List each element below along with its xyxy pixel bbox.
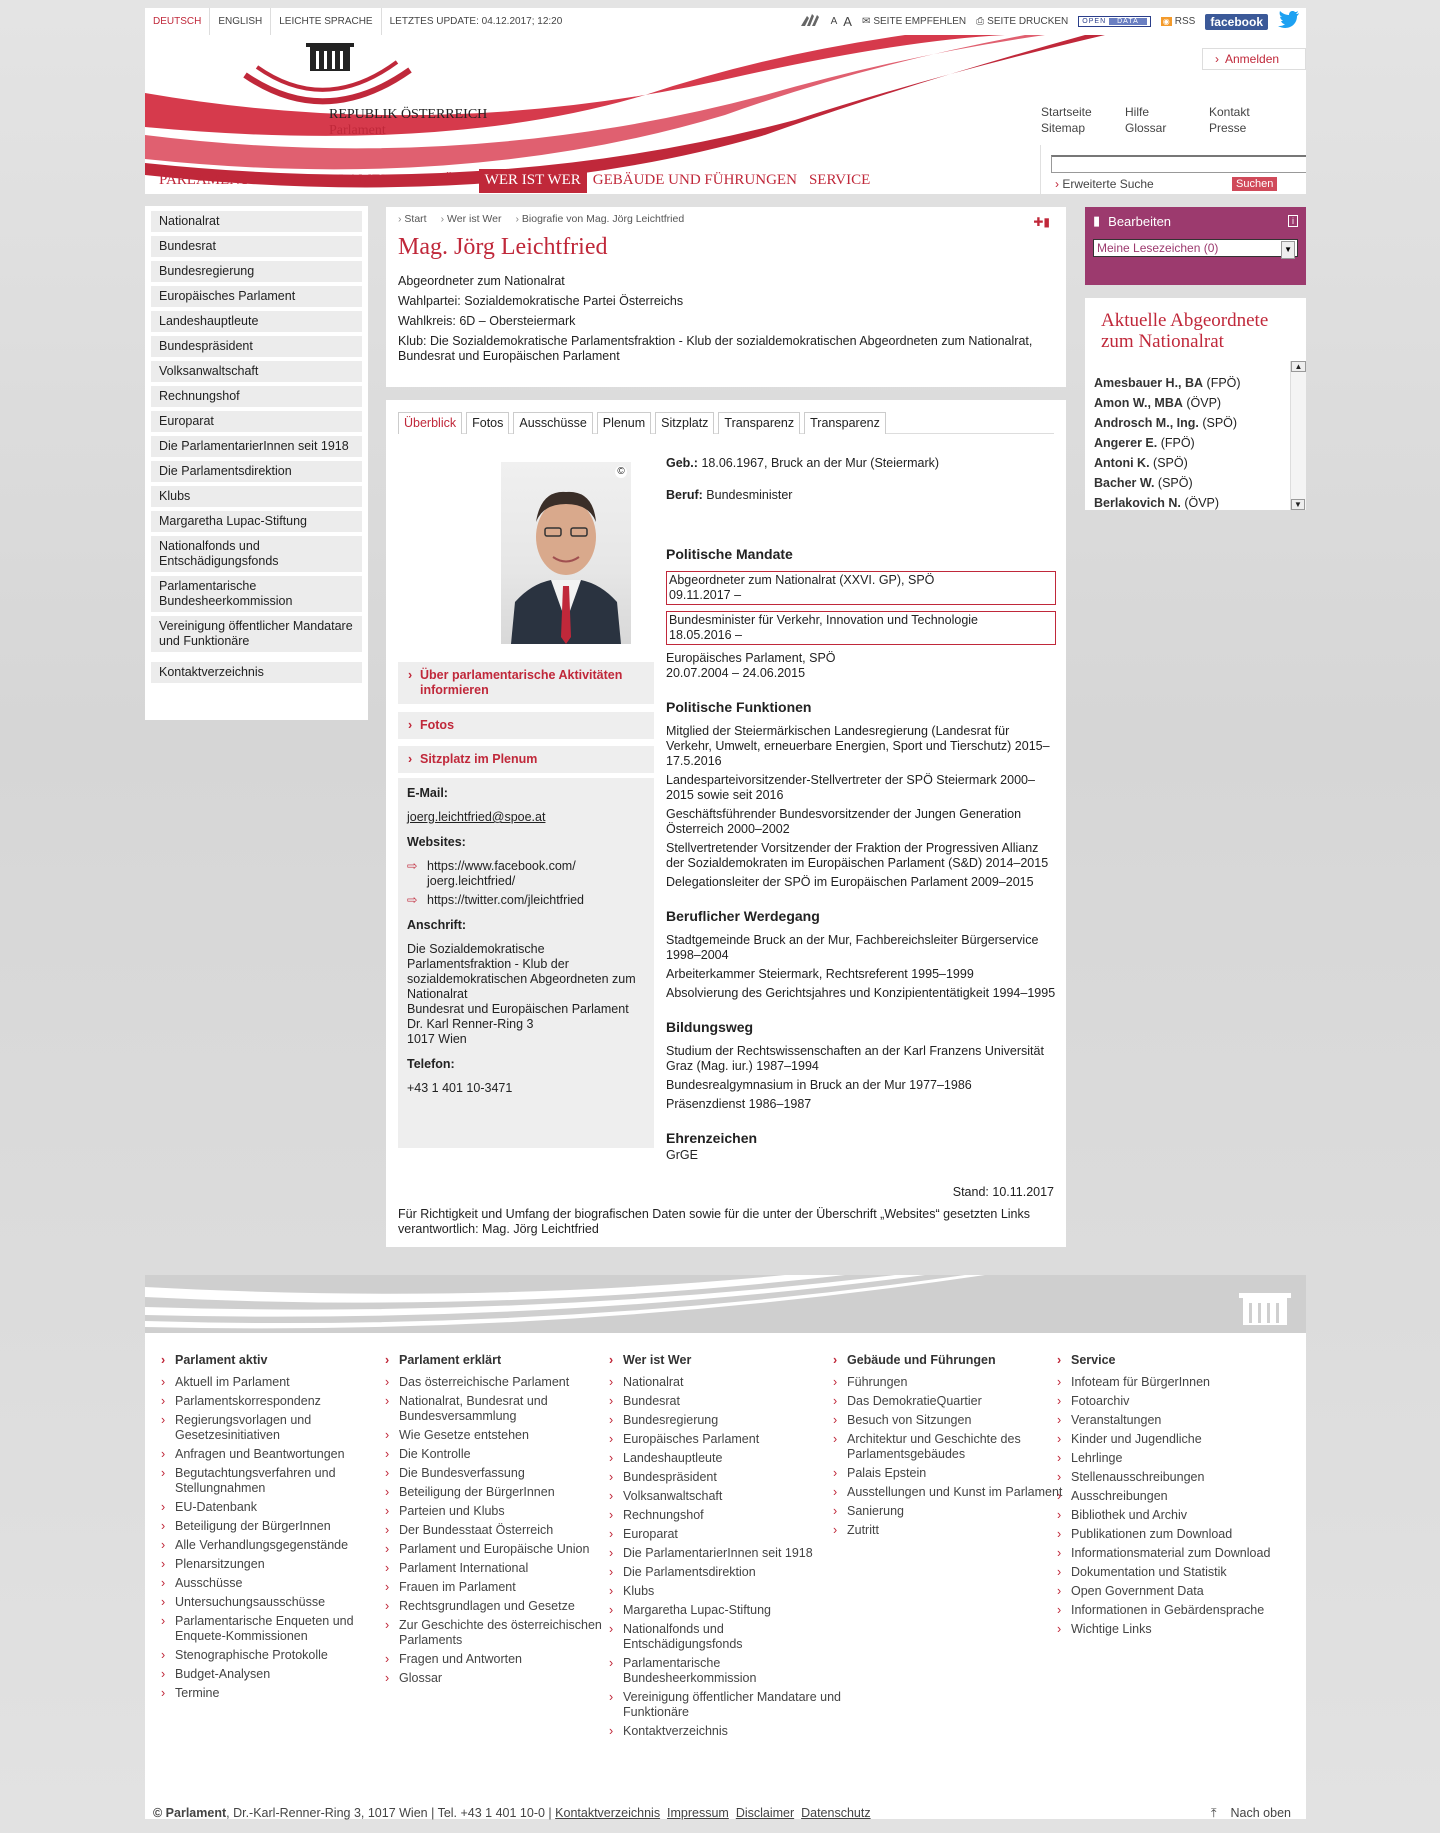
tab-ausschuesse[interactable]: Ausschüsse (513, 412, 592, 434)
members-scrollbar[interactable] (1290, 361, 1306, 510)
edit-title: Bearbeiten (1108, 213, 1172, 229)
footer-link[interactable]: › Kinder und Jugendliche (1069, 1432, 1293, 1447)
education-item: Bundesrealgymnasium in Bruck an der Mur 1977–1986 (666, 1078, 972, 1092)
honors-heading: Ehrenzeichen (666, 1130, 758, 1146)
footer-link[interactable]: › Fragen und Antworten (397, 1652, 621, 1667)
footer-link[interactable]: › Ausschreibungen (1069, 1489, 1293, 1504)
nav-wer-ist-wer[interactable]: WER IST WER (479, 169, 587, 193)
footer-link[interactable]: › Ausschüsse (173, 1576, 397, 1591)
tab-transparenz[interactable]: Transparenz (718, 412, 800, 434)
footer-link[interactable]: › Stellenausschreibungen (1069, 1470, 1293, 1485)
footer-link[interactable]: › Rechtsgrundlagen und Gesetze (397, 1599, 621, 1614)
leftnav-item[interactable]: Europarat (151, 411, 362, 432)
footer-address: , Dr.-Karl-Renner-Ring 3, 1017 Wien | Tel. +43 1 401 10-0 | (226, 1806, 552, 1820)
footer-link[interactable]: › Sanierung (845, 1504, 1069, 1519)
activities-link[interactable]: › Über parlamentarische Aktivitäten informieren (398, 662, 654, 704)
member-item[interactable]: Angerer E. (FPÖ) (1094, 436, 1195, 450)
tab-sitzplatz[interactable]: Sitzplatz (655, 412, 714, 434)
footer-link[interactable]: › Die ParlamentarierInnen seit 1918 (621, 1546, 845, 1561)
footer-link[interactable]: › Führungen (845, 1375, 1069, 1390)
person-district: Wahlkreis: 6D – Obersteiermark (398, 314, 576, 328)
leftnav-item[interactable]: Kontaktverzeichnis (151, 662, 362, 683)
seat-plenum-link[interactable]: › Sitzplatz im Plenum (398, 746, 654, 773)
leftnav-item[interactable]: Die Parlamentsdirektion (151, 461, 362, 482)
leftnav-item[interactable]: Nationalrat (151, 211, 362, 232)
websites-label: Websites: (407, 835, 466, 849)
address-line: Dr. Karl Renner-Ring 3 (407, 1017, 534, 1031)
footer-link[interactable]: › Nationalrat, Bundesrat und Bundesversammlung (397, 1394, 621, 1424)
search-input[interactable] (1051, 155, 1306, 173)
footer-column (397, 1353, 621, 1743)
sitemap-link[interactable]: Sitemap (1041, 121, 1086, 135)
footer-link[interactable]: › Margaretha Lupac-Stiftung (621, 1603, 845, 1618)
footer-link[interactable]: › Die Kontrolle (397, 1447, 621, 1462)
footer-link[interactable]: › Parteien und Klubs (397, 1504, 621, 1519)
member-item[interactable]: Berlakovich N. (ÖVP) (1094, 496, 1220, 510)
footer-datenschutz[interactable]: Datenschutz (801, 1806, 871, 1820)
current-members-panel (1085, 298, 1306, 510)
career-item: Arbeiterkammer Steiermark, Rechtsreferent 1995–1999 (666, 967, 974, 981)
recommend-link[interactable]: ✉ SEITE EMPFEHLEN (861, 16, 967, 27)
last-update: LETZTES UPDATE: 04.12.2017; 12:20 (389, 16, 563, 27)
person-club: Klub: Die Sozialdemokratische Parlamentsfraktion - Klub der sozialdemokratischen Abgeordneten zum Nationalrat, Bundesrat und Europäischen Parlament (398, 334, 1033, 363)
footer-link[interactable]: › Stenographische Protokolle (173, 1648, 397, 1663)
scroll-down-icon[interactable]: ▼ (1291, 499, 1305, 510)
mail-icon: ✉ (861, 16, 871, 27)
footer-link[interactable]: › Besuch von Sitzungen (845, 1413, 1069, 1428)
login-button[interactable]: › Anmelden (1202, 48, 1306, 70)
footer-link[interactable]: › Untersuchungsausschüsse (173, 1595, 397, 1610)
footer-link[interactable]: › Dokumentation und Statistik (1069, 1565, 1293, 1580)
nav-parlament-erklaert[interactable]: PARLAMENT ERKLÄRT (310, 172, 473, 188)
print-link[interactable]: ⎙ SEITE DRUCKEN (976, 16, 1069, 27)
top-bar (145, 8, 1306, 35)
footer-disclaimer[interactable]: Disclaimer (735, 1806, 795, 1820)
footer-column (173, 1353, 397, 1743)
footer-link[interactable]: › Vereinigung öffentlicher Mandatare und Funktionäre (621, 1690, 845, 1720)
leftnav-item[interactable]: Bundesregierung (151, 261, 362, 282)
rss-icon: ◉ (1162, 17, 1170, 26)
bookmark-icon: ▮ (1093, 213, 1101, 228)
footer-link[interactable]: › Parlamentarische Bundesheerkommission (621, 1656, 845, 1686)
person-header-card (386, 207, 1066, 387)
website-link-twitter[interactable]: ⇨ https://twitter.com/jleichtfried (407, 893, 645, 908)
tab-fotos[interactable]: Fotos (466, 412, 509, 434)
lang-english[interactable]: ENGLISH (210, 8, 271, 35)
function-item: Stellvertretender Vorsitzender der Fraktion der Progressiven Allianz der Sozialdemokraten im Europäischen Parlament (S&D) 2014–2015 (666, 841, 1049, 870)
footer-link[interactable]: › Lehrlinge (1069, 1451, 1293, 1466)
rss-link[interactable]: ◉ RSS (1162, 16, 1196, 27)
member-item[interactable]: Amesbauer H., BA (FPÖ) (1094, 376, 1241, 390)
phone-label: Telefon: (407, 1057, 455, 1071)
career-heading: Beruflicher Werdegang (666, 908, 820, 924)
footer-link[interactable]: › Landeshauptleute (621, 1451, 845, 1466)
footer-link[interactable]: › Glossar (397, 1671, 621, 1686)
footer-link[interactable]: › Budget-Analysen (173, 1667, 397, 1682)
address-line: 1017 Wien (407, 1032, 467, 1046)
presse-link[interactable]: Presse (1209, 121, 1247, 135)
person-party: Wahlpartei: Sozialdemokratische Partei Österreichs (398, 294, 684, 308)
lang-deutsch[interactable]: DEUTSCH (145, 8, 210, 35)
member-item[interactable]: Androsch M., Ing. (SPÖ) (1094, 416, 1238, 430)
footer-link[interactable]: › Das DemokratieQuartier (845, 1394, 1069, 1409)
site-footer (145, 1275, 1306, 1819)
education-item: Studium der Rechtswissenschaften an der Karl Franzens Universität Graz (Mag. iur.) 1987–1994 (666, 1044, 1044, 1073)
site-logo[interactable]: REPUBLIK ÖSTERREICH Parlament (329, 107, 488, 138)
edit-panel (1085, 207, 1306, 285)
breadcrumb-start[interactable]: › Start (398, 213, 427, 225)
footer-link[interactable]: › Zutritt (845, 1523, 1069, 1538)
footer-link[interactable]: › Regierungsvorlagen und Gesetzesinitiativen (173, 1413, 397, 1443)
footer-link[interactable]: › Palais Epstein (845, 1466, 1069, 1481)
info-icon[interactable]: i (1288, 215, 1298, 227)
person-role: Abgeordneter zum Nationalrat (398, 274, 565, 288)
printer-icon: ⎙ (976, 16, 985, 27)
footer-link[interactable]: › Parlament und Europäische Union (397, 1542, 621, 1557)
job-value: Bundesminister (706, 488, 793, 502)
footer-link[interactable]: › Informationen in Gebärdensprache (1069, 1603, 1293, 1618)
contact-box (398, 778, 654, 1148)
footer-impressum[interactable]: Impressum (667, 1806, 729, 1820)
footer-column-heading[interactable]: › Service (1069, 1353, 1293, 1368)
footer-copyright: © Parlament (153, 1806, 227, 1820)
bookmarks-select[interactable]: Meine Lesezeichen (0) ▼ (1093, 239, 1298, 257)
footer-link[interactable]: › Parlamentskorrespondenz (173, 1394, 397, 1409)
leftnav-item[interactable]: Klubs (151, 486, 362, 507)
mandate-item: Abgeordneter zum Nationalrat (XXVI. GP), SPÖ 09.11.2017 – (666, 571, 1056, 605)
mandates-heading: Politische Mandate (666, 546, 793, 562)
responsibility-note: Für Richtigkeit und Umfang der biografischen Daten sowie für die unter der Überschrift „Websites“ gesetzten Links verantwortlich: Mag. Jörg Leichtfried (398, 1207, 1031, 1236)
footer-link[interactable]: › Die Bundesverfassung (397, 1466, 621, 1481)
address-line: Die Sozialdemokratische Parlamentsfraktion - Klub der sozialdemokratischen Abgeordneten zum Nationalrat (407, 942, 636, 1001)
function-item: Geschäftsführender Bundesvorsitzender der Jungen Generation Österreich 2000–2002 (666, 807, 1022, 836)
leftnav-item[interactable]: Bundespräsident (151, 336, 362, 357)
tab-plenum[interactable]: Plenum (597, 412, 651, 434)
nav-gebaeude-fuehrungen[interactable]: GEBÄUDE UND FÜHRUNGEN (592, 172, 797, 188)
footer-link[interactable]: › Die Parlamentsdirektion (621, 1565, 845, 1580)
footer-column-heading[interactable]: › Gebäude und Führungen (845, 1353, 1069, 1368)
leftnav-item[interactable]: Die ParlamentarierInnen seit 1918 (151, 436, 362, 457)
footer-link[interactable]: › Wie Gesetze entstehen (397, 1428, 621, 1443)
function-item: Landesparteivorsitzender-Stellvertreter der SPÖ Steiermark 2000–2015 sowie seit 2016 (666, 773, 1035, 802)
footer-column-heading[interactable]: › Wer ist Wer (621, 1353, 845, 1368)
biography-details (666, 456, 1056, 1163)
email-link[interactable]: joerg.leichtfried@spoe.at (407, 810, 546, 824)
footer-columns (173, 1353, 1293, 1743)
leftnav-item[interactable]: Vereinigung öffentlicher Mandatare und Funktionäre (151, 616, 362, 652)
startseite-link[interactable]: Startseite (1041, 105, 1092, 119)
footer-column (845, 1353, 1069, 1743)
search-button[interactable]: Suchen (1232, 177, 1277, 191)
footer-link[interactable]: › Rechnungshof (621, 1508, 845, 1523)
footer-link[interactable]: › Open Government Data (1069, 1584, 1293, 1599)
lang-leichte-sprache[interactable]: LEICHTE SPRACHE (271, 8, 381, 35)
leftnav-item[interactable]: Rechnungshof (151, 386, 362, 407)
footer-link[interactable]: › Zur Geschichte des österreichischen Parlaments (397, 1618, 621, 1648)
footer-kontaktverzeichnis[interactable]: Kontaktverzeichnis (555, 1806, 661, 1820)
breadcrumb (398, 213, 1054, 225)
footer-link[interactable]: › Bibliothek und Archiv (1069, 1508, 1293, 1523)
career-item: Stadtgemeinde Bruck an der Mur, Fachbereichsleiter Bürgerservice 1998–2004 (666, 933, 1039, 962)
footer-link[interactable]: › Nationalfonds und Entschädigungsfonds (621, 1622, 845, 1652)
footer-legal (153, 1806, 871, 1820)
footer-link[interactable]: › Begutachtungsverfahren und Stellungnahmen (173, 1466, 397, 1496)
footer-link[interactable]: › Der Bundesstaat Österreich (397, 1523, 621, 1538)
footer-column-heading[interactable]: › Parlament erklärt (397, 1353, 621, 1368)
footer-link[interactable]: › Europarat (621, 1527, 845, 1542)
photos-link[interactable]: › Fotos (398, 712, 654, 739)
back-to-top-link[interactable]: ⤒ Nach oben (1211, 1806, 1291, 1820)
leftnav-item[interactable]: Europäisches Parlament (151, 286, 362, 307)
honors-value: GrGE (666, 1148, 698, 1162)
birth-value: 18.06.1967, Bruck an der Mur (Steiermark) (701, 456, 940, 470)
birth-label: Geb.: (666, 456, 698, 470)
leftnav-item[interactable]: Nationalfonds und Entschädigungsfonds (151, 536, 362, 572)
members-title: Aktuelle Abgeordnete zum Nationalrat (1101, 310, 1269, 352)
member-item[interactable]: Bacher W. (SPÖ) (1094, 476, 1193, 490)
footer-link[interactable]: › Architektur und Geschichte des Parlamentsgebäudes (845, 1432, 1069, 1462)
footer-column-heading[interactable]: › Parlament aktiv (173, 1353, 397, 1368)
member-item[interactable]: Amon W., MBA (ÖVP) (1094, 396, 1222, 410)
page-title: Mag. Jörg Leichtfried (398, 234, 608, 260)
tab-transparenz-2[interactable]: Transparenz (804, 412, 886, 434)
breadcrumb-current: › Biografie von Mag. Jörg Leichtfried (515, 213, 684, 225)
arrow-up-icon: ⤒ (1211, 1806, 1217, 1820)
leftnav-item[interactable]: Bundesrat (151, 236, 362, 257)
email-label: E-Mail: (407, 786, 448, 800)
footer-link[interactable]: › Kontaktverzeichnis (621, 1724, 845, 1739)
footer-link[interactable]: › Frauen im Parlament (397, 1580, 621, 1595)
footer-column (1069, 1353, 1293, 1743)
footer-link[interactable]: › Plenarsitzungen (173, 1557, 397, 1572)
footer-link[interactable]: › Europäisches Parlament (621, 1432, 845, 1447)
footer-banner (145, 1275, 1306, 1333)
sign-language-icon[interactable] (799, 12, 821, 31)
hilfe-link[interactable]: Hilfe (1125, 105, 1150, 119)
font-size-large-button[interactable]: A (843, 14, 852, 29)
footer-link[interactable]: › Wichtige Links (1069, 1622, 1293, 1637)
functions-heading: Politische Funktionen (666, 699, 812, 715)
leftnav-item[interactable]: Parlamentarische Bundesheerkommission (151, 576, 362, 612)
footer-link[interactable]: › Aktuell im Parlament (173, 1375, 397, 1390)
address-label: Anschrift: (407, 918, 467, 932)
footer-link[interactable]: › Alle Verhandlungsgegenstände (173, 1538, 397, 1553)
footer-column (621, 1353, 845, 1743)
leftnav-item[interactable]: Volksanwaltschaft (151, 361, 362, 382)
service-links (1041, 105, 1289, 135)
footer-link[interactable]: › Volksanwaltschaft (621, 1489, 845, 1504)
glossar-link[interactable]: Glossar (1125, 121, 1167, 135)
footer-link[interactable]: › Veranstaltungen (1069, 1413, 1293, 1428)
footer-link[interactable]: › Parlamentarische Enqueten und Enquete-Kommissionen (173, 1614, 397, 1644)
footer-link[interactable]: › Anfragen und Beantwortungen (173, 1447, 397, 1462)
site-header (145, 35, 1306, 194)
mandate-item: Europäisches Parlament, SPÖ 20.07.2004 – 24.06.2015 (666, 651, 836, 680)
facebook-link[interactable]: facebook (1205, 14, 1268, 30)
bio-tabs (398, 412, 1054, 434)
footer-link[interactable]: › Infoteam für BürgerInnen (1069, 1375, 1293, 1390)
footer-link[interactable]: › Publikationen zum Download (1069, 1527, 1293, 1542)
education-item: Präsenzdienst 1986–1987 (666, 1097, 812, 1111)
footer-link[interactable]: › Fotoarchiv (1069, 1394, 1293, 1409)
copyright-icon[interactable]: © (615, 466, 627, 478)
members-list (1094, 376, 1284, 510)
footer-link[interactable]: › Beteiligung der BürgerInnen (173, 1519, 397, 1534)
website-link-facebook[interactable]: ⇨ https://www.facebook.com/ joerg.leichtfried/ (407, 859, 645, 889)
footer-link[interactable]: › Parlament International (397, 1561, 621, 1576)
bookmark-add-icon[interactable]: ✚▮ (1033, 215, 1050, 229)
job-label: Beruf: (666, 488, 703, 502)
education-heading: Bildungsweg (666, 1019, 754, 1035)
footer-link[interactable]: › Nationalrat (621, 1375, 845, 1390)
career-item: Absolvierung des Gerichtsjahres und Konzipiententätigkeit 1994–1995 (666, 986, 1056, 1000)
footer-link[interactable]: › Beteiligung der BürgerInnen (397, 1485, 621, 1500)
footer-link[interactable]: › Termine (173, 1686, 397, 1701)
member-item[interactable]: Antoni K. (SPÖ) (1094, 456, 1188, 470)
phone-number: +43 1 401 10-3471 (407, 1081, 513, 1095)
status-date: Stand: 10.11.2017 (952, 1185, 1054, 1199)
left-navigation (145, 206, 368, 720)
twitter-icon[interactable] (1278, 11, 1300, 32)
footer-link[interactable]: › Bundesrat (621, 1394, 845, 1409)
function-item: Delegationsleiter der SPÖ im Europäischen Parlament 2009–2015 (666, 875, 1034, 889)
nav-service[interactable]: SERVICE (808, 172, 871, 188)
scroll-up-icon[interactable]: ▲ (1291, 361, 1306, 372)
open-data-logo[interactable]: OPEN DATA (1078, 16, 1150, 27)
footer-link[interactable]: › Klubs (621, 1584, 845, 1599)
breadcrumb-wer-ist-wer[interactable]: › Wer ist Wer (441, 213, 502, 225)
advanced-search-link[interactable]: › Erweiterte Suche (1055, 177, 1154, 191)
mandate-item: Bundesminister für Verkehr, Innovation und Technologie 18.05.2016 – (666, 611, 1056, 645)
portrait-photo[interactable] (501, 462, 631, 644)
leftnav-item[interactable]: Margaretha Lupac-Stiftung (151, 511, 362, 532)
footer-link[interactable]: › Das österreichische Parlament (397, 1375, 621, 1390)
address-line: Bundesrat und Europäischen Parlament (407, 1002, 629, 1016)
footer-link[interactable]: › Informationsmaterial zum Download (1069, 1546, 1293, 1561)
footer-link[interactable]: › EU-Datenbank (173, 1500, 397, 1515)
biography-card (386, 400, 1066, 1247)
footer-link[interactable]: › Ausstellungen und Kunst im Parlament (845, 1485, 1069, 1500)
footer-link[interactable]: › Bundespräsident (621, 1470, 845, 1485)
nav-parlament-aktiv[interactable]: PARLAMENT AKTIV (159, 172, 299, 188)
main-navigation (153, 169, 876, 193)
tab-ueberblick[interactable]: Überblick (398, 412, 462, 434)
font-size-small-button[interactable]: A (830, 16, 838, 27)
leftnav-item[interactable]: Landeshauptleute (151, 311, 362, 332)
kontakt-link[interactable]: Kontakt (1209, 105, 1250, 119)
search-area (1040, 145, 1306, 194)
footer-link[interactable]: › Bundesregierung (621, 1413, 845, 1428)
function-item: Mitglied der Steiermärkischen Landesregierung (Landesrat für Verkehr, Umwelt, erneuerbare Energien, Sport und Tierschutz) 2015–17.5.2016 (666, 724, 1050, 768)
